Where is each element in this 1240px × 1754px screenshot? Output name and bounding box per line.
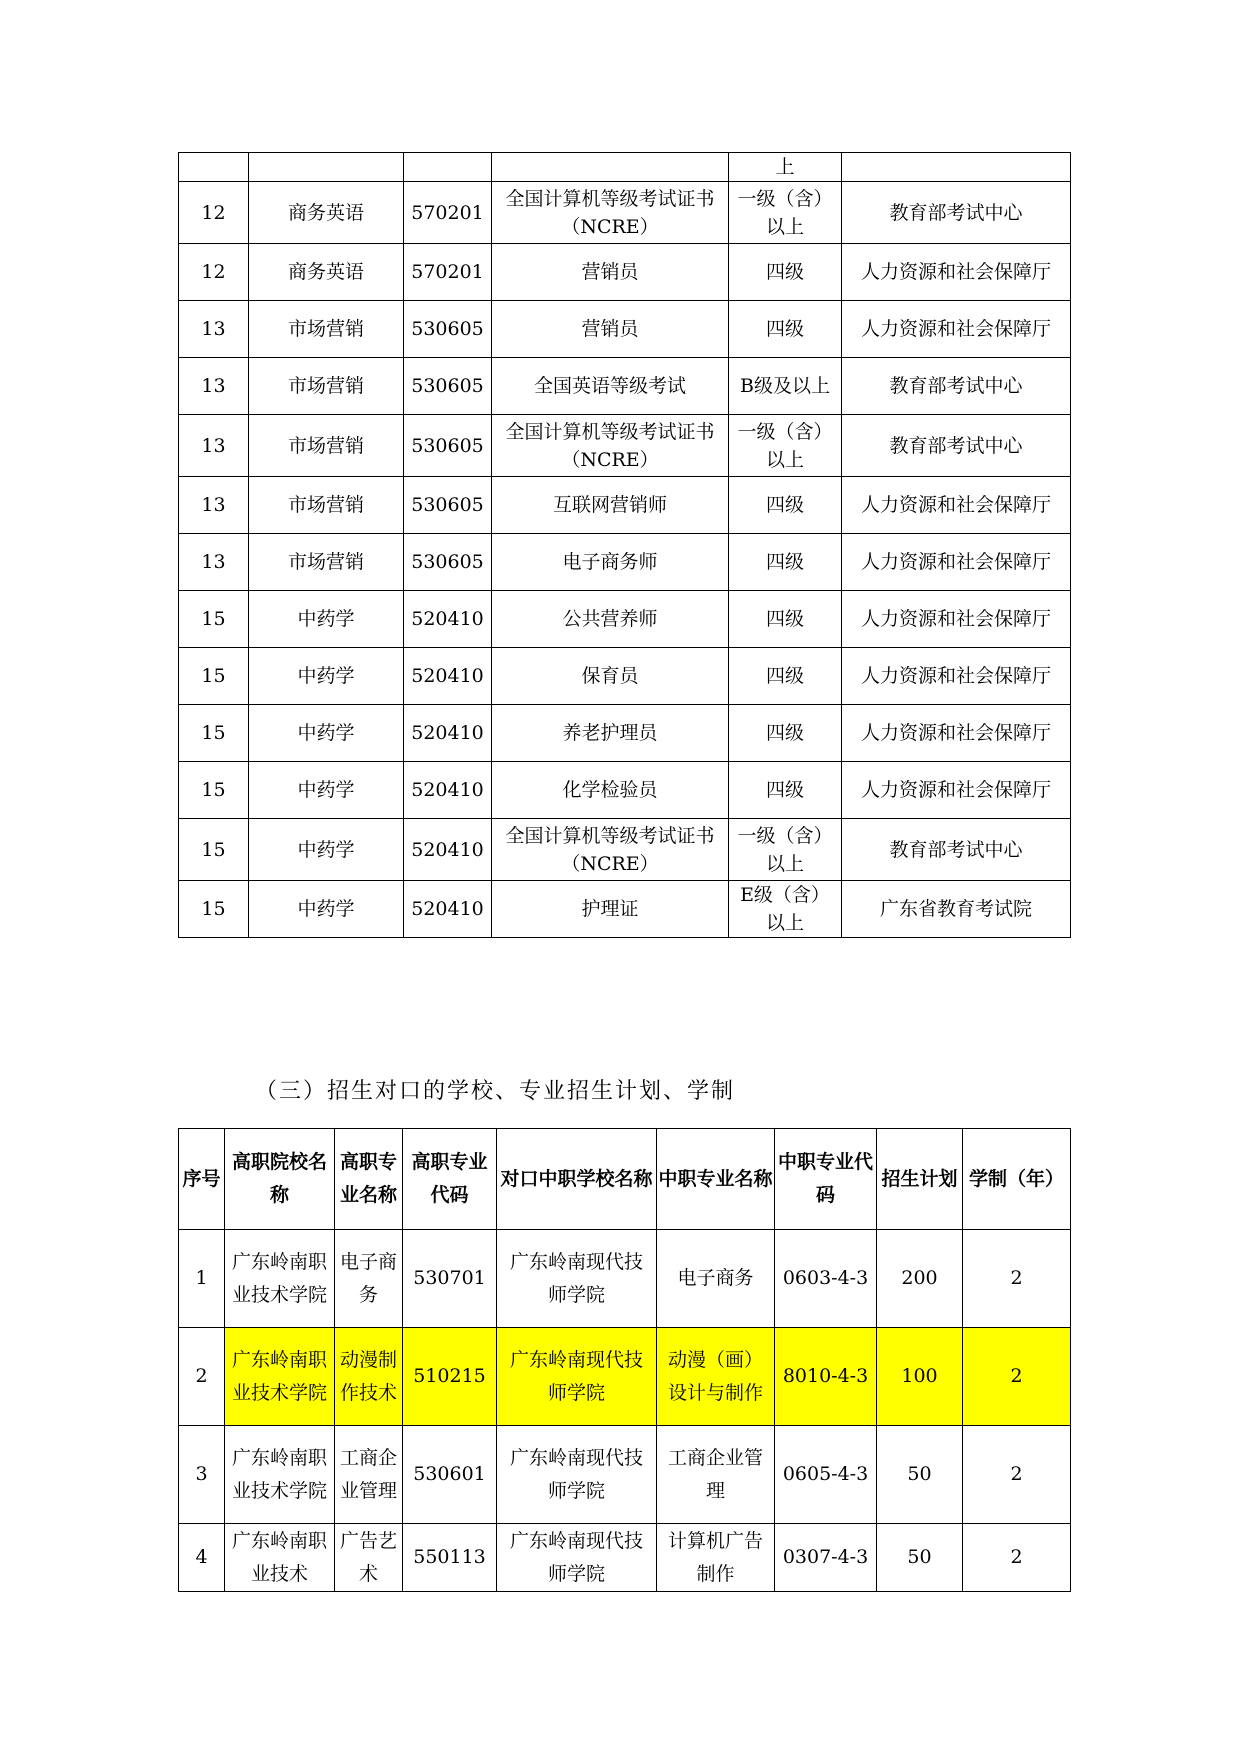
certificate-cell: 养老护理员 — [492, 705, 729, 762]
major-cell: 广告艺术 — [335, 1524, 403, 1592]
code-cell: 520410 — [404, 591, 492, 648]
table-row — [179, 1524, 1071, 1592]
quota-cell: 200 — [877, 1230, 963, 1328]
level-cell: 一级（含）以上 — [729, 415, 842, 477]
school-cell: 广东岭南现代技师学院 — [497, 1230, 657, 1328]
header-row — [179, 1129, 1071, 1230]
code-cell: 570201 — [404, 182, 492, 244]
level-cell: 一级（含）以上 — [729, 819, 842, 881]
no-cell: 2 — [179, 1328, 225, 1426]
table-row — [179, 819, 1071, 881]
header-school: 对口中职学校名称 — [497, 1129, 657, 1230]
sec-major-cell: 计算机广告制作 — [657, 1524, 775, 1592]
sec-code-cell: 0603-4-3 — [775, 1230, 877, 1328]
no-cell: 12 — [179, 244, 249, 301]
level-cell: 四级 — [729, 648, 842, 705]
major-code-cell: 510215 — [403, 1328, 497, 1426]
issuer-cell: 人力资源和社会保障厅 — [842, 301, 1071, 358]
major-cell: 中药学 — [249, 648, 404, 705]
years-cell: 2 — [963, 1230, 1071, 1328]
issuer-cell: 人力资源和社会保障厅 — [842, 534, 1071, 591]
code-cell: 520410 — [404, 881, 492, 938]
school-cell: 广东岭南现代技师学院 — [497, 1328, 657, 1426]
no-cell: 15 — [179, 819, 249, 881]
level-cell: 四级 — [729, 591, 842, 648]
certificate-cell: 全国计算机等级考试证书（NCRE） — [492, 819, 729, 881]
no-cell: 4 — [179, 1524, 225, 1592]
section-heading: （三）招生对口的学校、专业招生计划、学制 — [255, 1079, 736, 1104]
certificate-cell: 保育员 — [492, 648, 729, 705]
quota-cell: 50 — [877, 1426, 963, 1524]
major-cell: 中药学 — [249, 819, 404, 881]
table-row — [179, 1426, 1071, 1524]
major-code-cell: 550113 — [403, 1524, 497, 1592]
header-major-code: 高职专业代码 — [403, 1129, 497, 1230]
level-cell: 四级 — [729, 762, 842, 819]
header-major: 高职专业名称 — [335, 1129, 403, 1230]
issuer-cell: 人力资源和社会保障厅 — [842, 244, 1071, 301]
sec-major-cell: 工商企业管理 — [657, 1426, 775, 1524]
major-cell: 市场营销 — [249, 534, 404, 591]
code-cell: 530605 — [404, 534, 492, 591]
certificate-cell: 互联网营销师 — [492, 477, 729, 534]
code-cell: 530605 — [404, 301, 492, 358]
no-cell: 13 — [179, 415, 249, 477]
major-code-cell: 530601 — [403, 1426, 497, 1524]
major-cell: 中药学 — [249, 881, 404, 938]
no-cell: 1 — [179, 1230, 225, 1328]
table-row — [179, 153, 1071, 182]
no-cell: 12 — [179, 182, 249, 244]
years-cell: 2 — [963, 1524, 1071, 1592]
header-years: 学制（年） — [963, 1129, 1071, 1230]
table-row — [179, 705, 1071, 762]
major-cell: 商务英语 — [249, 182, 404, 244]
no-cell: 13 — [179, 477, 249, 534]
certificate-cell: 全国计算机等级考试证书（NCRE） — [492, 415, 729, 477]
major-cell: 中药学 — [249, 762, 404, 819]
table-row — [179, 415, 1071, 477]
certificate-cell: 营销员 — [492, 244, 729, 301]
sec-code-cell: 0307-4-3 — [775, 1524, 877, 1592]
no-cell: 15 — [179, 591, 249, 648]
major-cell: 市场营销 — [249, 415, 404, 477]
level-cell: 四级 — [729, 534, 842, 591]
table-row — [179, 1328, 1071, 1426]
level-cell: 四级 — [729, 705, 842, 762]
code-cell: 570201 — [404, 244, 492, 301]
quota-cell: 100 — [877, 1328, 963, 1426]
college-cell: 广东岭南职业技术 — [225, 1524, 335, 1592]
table-row — [179, 477, 1071, 534]
certificate-cell: 全国计算机等级考试证书（NCRE） — [492, 182, 729, 244]
certificate-cell: 化学检验员 — [492, 762, 729, 819]
issuer-cell: 教育部考试中心 — [842, 358, 1071, 415]
table-row — [179, 358, 1071, 415]
certificate-cell: 电子商务师 — [492, 534, 729, 591]
college-cell: 广东岭南职业技术学院 — [225, 1426, 335, 1524]
issuer-cell: 教育部考试中心 — [842, 819, 1071, 881]
level-cell: 四级 — [729, 244, 842, 301]
major-cell: 中药学 — [249, 705, 404, 762]
certificate-cell: 全国英语等级考试 — [492, 358, 729, 415]
major-cell: 动漫制作技术 — [335, 1328, 403, 1426]
level-cell: E级（含）以上 — [729, 881, 842, 938]
certificate-table — [178, 152, 1071, 938]
school-cell: 广东岭南现代技师学院 — [497, 1524, 657, 1592]
level-cell: 四级 — [729, 301, 842, 358]
header-sec-code: 中职专业代码 — [775, 1129, 877, 1230]
code-cell: 520410 — [404, 819, 492, 881]
college-cell: 广东岭南职业技术学院 — [225, 1230, 335, 1328]
sec-code-cell: 0605-4-3 — [775, 1426, 877, 1524]
table-row — [179, 648, 1071, 705]
major-cell: 市场营销 — [249, 358, 404, 415]
school-cell: 广东岭南现代技师学院 — [497, 1426, 657, 1524]
issuer-cell: 人力资源和社会保障厅 — [842, 477, 1071, 534]
header-college: 高职院校名称 — [225, 1129, 335, 1230]
header-sec-major: 中职专业名称 — [657, 1129, 775, 1230]
college-cell: 广东岭南职业技术学院 — [225, 1328, 335, 1426]
years-cell: 2 — [963, 1328, 1071, 1426]
no-cell: 13 — [179, 534, 249, 591]
code-cell: 530605 — [404, 358, 492, 415]
issuer-cell: 人力资源和社会保障厅 — [842, 705, 1071, 762]
level-cell: B级及以上 — [729, 358, 842, 415]
no-cell: 15 — [179, 705, 249, 762]
sec-code-cell: 8010-4-3 — [775, 1328, 877, 1426]
code-cell: 530605 — [404, 477, 492, 534]
major-code-cell: 530701 — [403, 1230, 497, 1328]
major-cell: 工商企业管理 — [335, 1426, 403, 1524]
certificate-cell: 公共营养师 — [492, 591, 729, 648]
table-row — [179, 182, 1071, 244]
table-row — [179, 244, 1071, 301]
major-cell: 电子商务 — [335, 1230, 403, 1328]
issuer-cell: 人力资源和社会保障厅 — [842, 648, 1071, 705]
code-cell: 520410 — [404, 762, 492, 819]
code-cell: 520410 — [404, 648, 492, 705]
quota-cell: 50 — [877, 1524, 963, 1592]
level-cell: 四级 — [729, 477, 842, 534]
code-cell: 530605 — [404, 415, 492, 477]
no-cell: 3 — [179, 1426, 225, 1524]
table-row — [179, 1230, 1071, 1328]
level-cell: 一级（含）以上 — [729, 182, 842, 244]
major-cell: 市场营销 — [249, 477, 404, 534]
table-row — [179, 881, 1071, 938]
years-cell: 2 — [963, 1426, 1071, 1524]
issuer-cell: 广东省教育考试院 — [842, 881, 1071, 938]
code-cell: 520410 — [404, 705, 492, 762]
no-cell: 15 — [179, 881, 249, 938]
major-cell: 中药学 — [249, 591, 404, 648]
no-cell: 13 — [179, 358, 249, 415]
level-cell: 上 — [729, 153, 842, 182]
issuer-cell: 教育部考试中心 — [842, 415, 1071, 477]
major-cell: 市场营销 — [249, 301, 404, 358]
header-quota: 招生计划 — [877, 1129, 963, 1230]
table-row — [179, 301, 1071, 358]
enrollment-plan-table — [178, 1128, 1071, 1592]
sec-major-cell: 动漫（画）设计与制作 — [657, 1328, 775, 1426]
certificate-cell: 护理证 — [492, 881, 729, 938]
issuer-cell: 教育部考试中心 — [842, 182, 1071, 244]
sec-major-cell: 电子商务 — [657, 1230, 775, 1328]
major-cell: 商务英语 — [249, 244, 404, 301]
issuer-cell: 人力资源和社会保障厅 — [842, 762, 1071, 819]
table-row — [179, 762, 1071, 819]
certificate-cell: 营销员 — [492, 301, 729, 358]
no-cell: 15 — [179, 762, 249, 819]
no-cell: 15 — [179, 648, 249, 705]
table-row — [179, 591, 1071, 648]
no-cell: 13 — [179, 301, 249, 358]
table-row — [179, 534, 1071, 591]
header-no: 序号 — [179, 1129, 225, 1230]
issuer-cell: 人力资源和社会保障厅 — [842, 591, 1071, 648]
